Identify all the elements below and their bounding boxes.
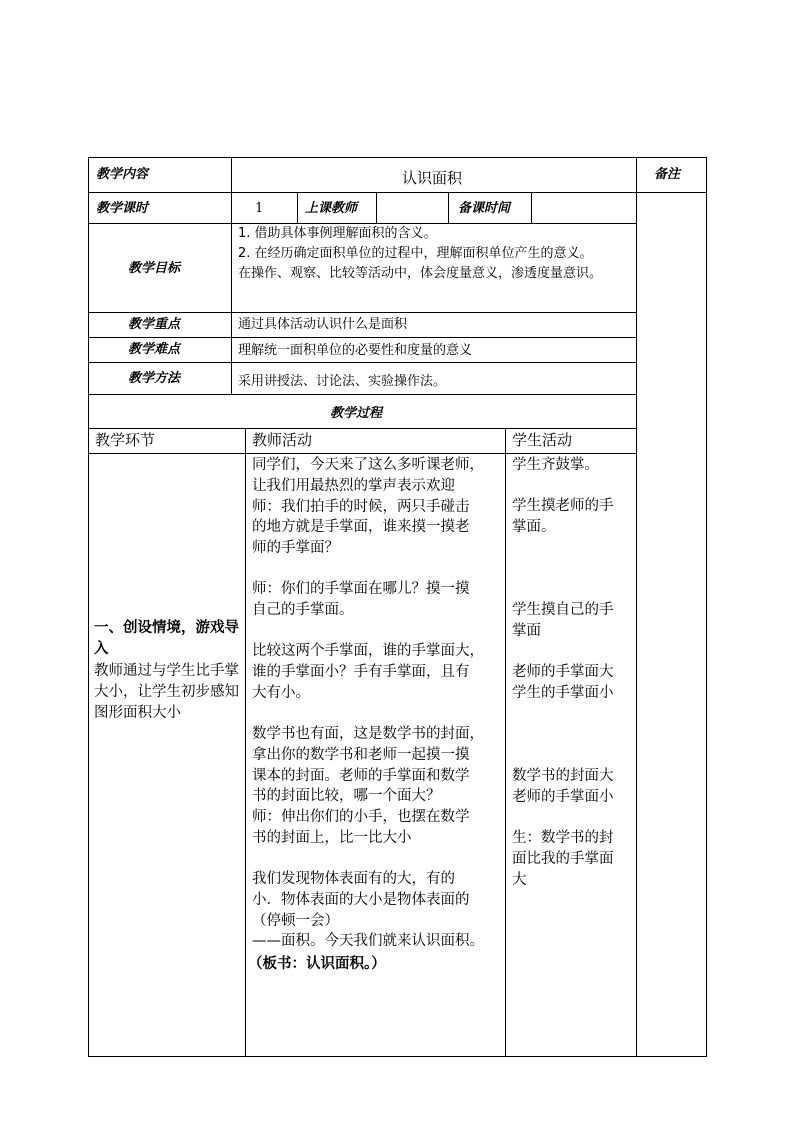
rule-methods-bottom [88,394,636,395]
stage-desc-line: 大小，让学生初步感知 [94,683,239,700]
student-line: 掌面。 [512,518,556,535]
label-key-points: 教学重点 [128,317,181,332]
methods-text: 采用讲授法、讨论法、实验操作法。 [238,374,447,389]
rule-notes-header-bottom [636,192,707,193]
teacher-line: 小．物体表面的大小是物体表面的 [252,891,470,908]
table-border-right [706,157,707,1057]
student-line: 老师的手掌面大 [512,664,614,680]
student-line: 数学书的封面大 [512,768,614,784]
rule-hours-col-d [531,192,532,224]
student-paragraph-1 [512,455,599,476]
rule-process-col-teacher [245,428,246,1057]
rule-hours-col-a [297,192,298,224]
student-paragraph-6 [512,828,614,890]
teacher-line: （停顿一会） [252,912,339,929]
label-teacher: 上课教师 [305,201,358,216]
teacher-line: 大有小。 [252,684,310,701]
rule-keypoints-bottom [88,337,636,338]
student-paragraph-5 [512,766,614,808]
teacher-line: ——面积。今天我们就来认识面积。 [252,933,484,950]
teacher-line: 书的封面比较，哪一个面大？ [252,788,441,805]
teacher-paragraph-5 [252,869,484,952]
teacher-line: 课本的封面。老师的手掌面和数学 [252,767,470,784]
lesson-title: 认识面积 [402,169,463,187]
key-points-text: 通过具体活动认识什么是面积 [238,317,408,332]
objectives-text [238,224,602,284]
objective-line: 2. 在经历确定面积单位的过程中，理解面积单位产生的意义。 [238,246,593,261]
table-border-top [88,157,707,158]
rule-process-col-student [505,428,506,1057]
stage-desc-line: 图形面积大小 [94,704,181,721]
rule-hours-col-b [376,192,377,224]
rule-process-title-bottom [88,428,636,429]
label-class-hours: 教学课时 [96,201,149,216]
teacher-line: 师的手掌面？ [252,540,339,557]
rule-difficulties-bottom [88,362,636,363]
teacher-line: 师：我们拍手的时候，两只手碰击 [252,498,470,515]
process-title: 教学过程 [330,406,383,421]
teacher-line: 师：你们的手掌面在哪儿？摸一摸 [252,581,470,597]
teacher-paragraph-2 [252,579,470,621]
student-line: 学生摸老师的手 [512,498,614,514]
label-notes: 备注 [654,167,681,182]
teacher-paragraph-4 [252,724,484,849]
student-line: 生：数学书的封 [512,830,614,846]
teacher-paragraph-1 [252,455,484,559]
board-note: （板书：认识面积。） [248,955,386,972]
rule-notes-column [636,157,637,1057]
rule-objectives-bottom [88,312,636,313]
teacher-line: 师：伸出你们的小手，也摆在数学 [252,809,470,826]
label-objectives: 教学目标 [128,261,181,276]
label-difficulties: 教学难点 [128,342,181,357]
rule-label-column [231,157,232,395]
objective-line: 1. 借助具体事例理解面积的含义。 [238,226,437,241]
teacher-line: 的地方就是手掌面，谁来摸一摸老 [252,519,470,536]
teacher-line: 谁的手掌面小？手有手掌面，且有 [252,663,470,680]
col-header-teacher-activity: 教师活动 [252,431,313,449]
teacher-line: 拿出你的数学书和老师一起摸一摸 [252,746,470,763]
class-hours-value: 1 [255,201,264,216]
student-line: 老师的手掌面小 [512,788,614,805]
col-header-student-activity: 学生活动 [512,431,573,449]
stage-title-line: 一、创设情境，游戏导 [94,619,239,636]
stage-title [94,617,239,659]
student-paragraph-3 [512,600,614,642]
teacher-line: 数学书也有面，这是数学书的封面， [252,726,484,742]
rule-hours-col-c [448,192,449,224]
difficulties-text: 理解统一面积单位的必要性和度量的意义 [238,343,473,358]
teacher-line: 书的封面上，比一比大小 [252,829,412,846]
student-line: 掌面 [512,622,541,639]
objective-line: 在操作、观察、比较等活动中，体会度量意义，渗透度量意识。 [238,266,603,281]
teacher-line: 让我们用最热烈的掌声表示欢迎 [252,477,455,494]
student-line: 学生的手掌面小 [512,684,614,701]
table-border-left [88,157,89,1057]
teacher-line: 比较这两个手掌面，谁的手掌面大， [252,643,484,659]
student-paragraph-4 [512,662,614,704]
rule-process-header-bottom [88,453,636,454]
student-line: 学生齐鼓掌。 [512,457,599,473]
stage-desc-line: 教师通过与学生比手掌 [94,663,239,679]
col-header-stage: 教学环节 [95,431,156,449]
label-prep-time: 备课时间 [458,201,511,216]
student-line: 学生摸自己的手 [512,602,614,618]
student-paragraph-2 [512,496,614,538]
teacher-line: 同学们，今天来了这么多听课老师， [252,457,484,473]
table-border-bottom [88,1056,707,1057]
label-teaching-content: 教学内容 [96,167,149,182]
label-methods: 教学方法 [128,371,181,386]
student-line: 大 [512,871,527,888]
stage-title-line: 入 [94,640,109,657]
teacher-line: 自己的手掌面。 [252,601,354,618]
teacher-paragraph-3 [252,641,484,703]
rule-header-bottom [88,192,636,193]
teacher-line: 我们发现物体表面有的大，有的 [252,871,455,887]
student-line: 面比我的手掌面 [512,850,614,867]
stage-description [94,661,239,723]
